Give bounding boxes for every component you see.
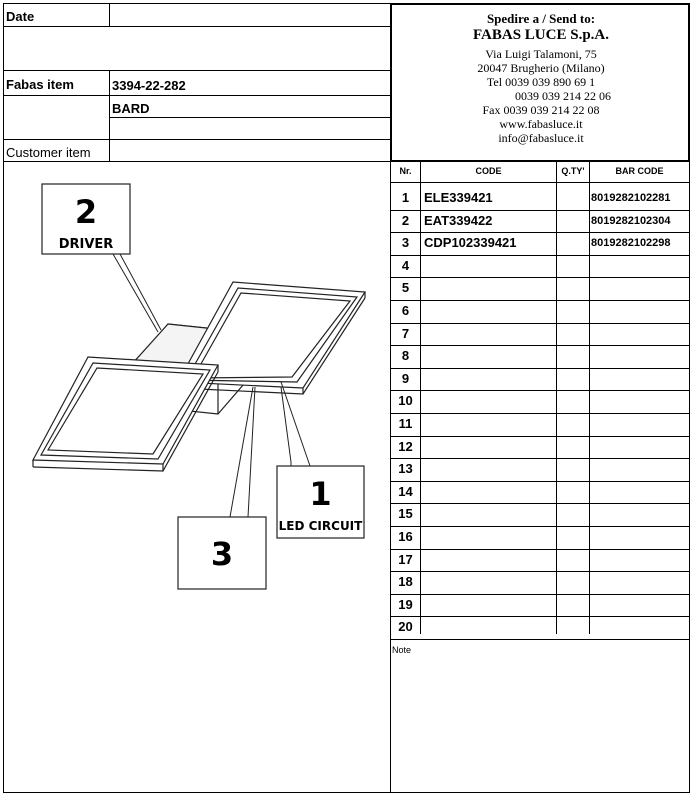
callout-led-number: 1 bbox=[309, 475, 332, 513]
left-frame-shape bbox=[33, 357, 218, 471]
row-barcode: 8019282102298 bbox=[591, 237, 671, 250]
col-header-code: CODE bbox=[475, 166, 502, 176]
table-row-rule bbox=[390, 323, 689, 324]
row-number: 13 bbox=[398, 461, 413, 477]
company-name: FABAS LUCE S.p.A. bbox=[472, 27, 609, 43]
row-number: 17 bbox=[398, 551, 413, 567]
fabas-item-label: Fabas item bbox=[6, 77, 74, 92]
rule-item bbox=[3, 95, 390, 96]
fabas-item-code: 3394-22-282 bbox=[112, 78, 186, 93]
col-header-qty: Q.TY' bbox=[561, 166, 585, 176]
vrule-date bbox=[109, 3, 110, 26]
address-email: info@fabasluce.it bbox=[498, 131, 584, 145]
callout-3-number: 3 bbox=[210, 535, 234, 573]
table-row-rule bbox=[390, 277, 689, 278]
row-number: 15 bbox=[398, 506, 413, 522]
table-row-rule bbox=[390, 549, 689, 550]
row-number: 12 bbox=[398, 438, 413, 454]
row-code[interactable]: CDP102339421 bbox=[424, 235, 517, 251]
table-row-rule bbox=[390, 571, 689, 572]
rule-name bbox=[109, 117, 390, 118]
table-row-rule bbox=[390, 639, 689, 640]
address-tel1: Tel 0039 039 890 69 1 bbox=[486, 75, 596, 89]
callout-driver-number: 2 bbox=[74, 193, 98, 231]
table-row-rule bbox=[390, 300, 689, 301]
table-row-rule bbox=[390, 413, 689, 414]
row-number: 8 bbox=[401, 348, 410, 364]
table-row-rule bbox=[390, 503, 689, 504]
row-number: 2 bbox=[401, 212, 410, 228]
row-code[interactable]: EAT339422 bbox=[424, 212, 493, 228]
row-number: 11 bbox=[398, 416, 413, 431]
fabas-item-name: BARD bbox=[112, 101, 150, 116]
address-city: 20047 Brugherio (Milano) bbox=[477, 61, 605, 75]
row-number: 20 bbox=[398, 619, 413, 635]
row-number: 1 bbox=[401, 190, 410, 205]
row-number: 6 bbox=[401, 303, 410, 318]
col-rule-right bbox=[689, 162, 690, 793]
date-label: Date bbox=[6, 9, 35, 24]
row-barcode: 8019282102304 bbox=[591, 214, 671, 227]
row-number: 18 bbox=[398, 574, 413, 590]
address-fax: Fax 0039 039 214 22 08 bbox=[482, 103, 600, 117]
note-label: Note bbox=[392, 645, 412, 655]
table-row-rule bbox=[390, 481, 689, 482]
send-to-heading: Spedire a / Send to: bbox=[486, 11, 596, 26]
callout-led-label: LED CIRCUIT bbox=[278, 519, 363, 533]
col-header-barcode: BAR CODE bbox=[615, 166, 664, 176]
row-barcode: 8019282102281 bbox=[591, 192, 671, 204]
row-code[interactable]: ELE339421 bbox=[424, 190, 493, 205]
row-number: 14 bbox=[398, 483, 413, 499]
col-header-nr: Nr. bbox=[399, 166, 412, 176]
row-number: 3 bbox=[401, 235, 410, 251]
row-number: 7 bbox=[401, 325, 410, 341]
vrule-item bbox=[109, 70, 110, 161]
rule-date bbox=[3, 26, 390, 27]
row-number: 4 bbox=[401, 257, 410, 273]
address-web: www.fabasluce.it bbox=[499, 117, 583, 131]
rule-blank bbox=[3, 70, 390, 71]
address-street: Via Luigi Talamoni, 75 bbox=[485, 47, 597, 61]
table-row-rule bbox=[390, 436, 689, 437]
row-number: 16 bbox=[398, 529, 413, 544]
table-row-rule bbox=[390, 594, 689, 595]
callout-led-circuit bbox=[277, 382, 364, 538]
table-row-rule bbox=[390, 526, 689, 527]
table-row-rule bbox=[390, 390, 689, 391]
table-row-rule bbox=[390, 210, 689, 211]
table-row-rule bbox=[390, 368, 689, 369]
rule-customer bbox=[3, 139, 390, 140]
table-row-rule bbox=[390, 255, 689, 256]
table-row-rule bbox=[390, 232, 689, 233]
customer-item-label: Customer item bbox=[6, 145, 91, 160]
row-number: 10 bbox=[398, 393, 413, 409]
table-header-rule bbox=[390, 182, 689, 183]
row-number: 9 bbox=[401, 370, 410, 386]
callout-driver-label: DRIVER bbox=[58, 237, 114, 252]
table-row-rule bbox=[390, 616, 689, 617]
table-row-rule bbox=[390, 345, 689, 346]
row-number: 19 bbox=[398, 596, 413, 612]
row-number: 5 bbox=[401, 280, 410, 296]
address-tel2: 0039 039 214 22 06 bbox=[515, 89, 611, 103]
table-row-rule bbox=[390, 458, 689, 459]
